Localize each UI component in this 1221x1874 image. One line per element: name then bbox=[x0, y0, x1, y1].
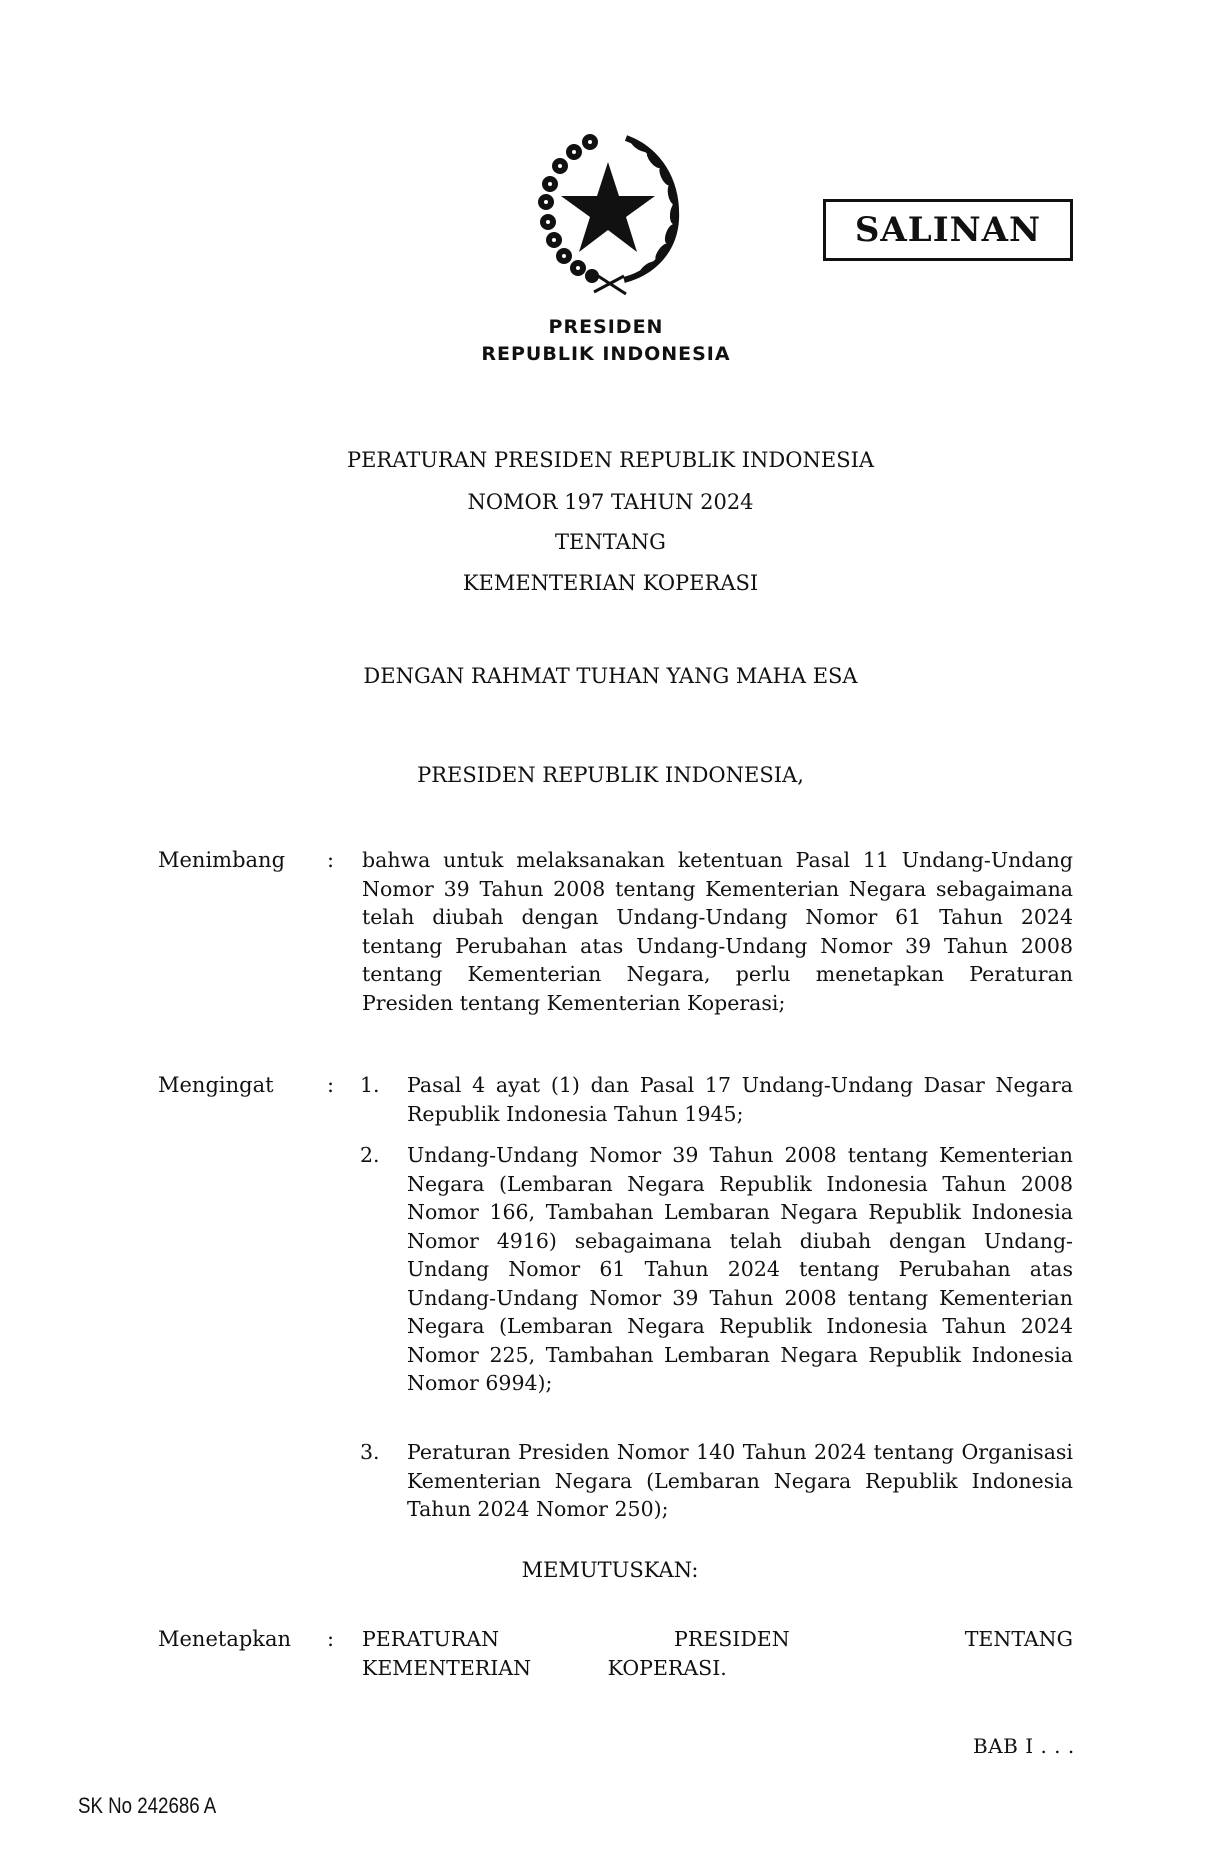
mengingat-item-2-number: 2. bbox=[360, 1143, 380, 1167]
menimbang-colon: : bbox=[327, 848, 335, 872]
presidential-emblem-icon bbox=[528, 130, 688, 298]
title-number: NOMOR 197 TAHUN 2024 bbox=[467, 490, 754, 514]
mengingat-item-3: Peraturan Presiden Nomor 140 Tahun 2024 tentang Organisasi Kementerian Negara (Lembaran Negara Republik Indonesia Tahun 2024 Nomor 250); bbox=[407, 1440, 1073, 1521]
mengingat-item-1: Pasal 4 ayat (1) dan Pasal 17 Undang-Undang Dasar Negara Republik Indonesia Tahun 1945; bbox=[407, 1073, 1073, 1126]
title-subject: KEMENTERIAN KOPERASI bbox=[462, 571, 759, 595]
menetapkan-label: Menetapkan bbox=[158, 1627, 292, 1651]
serial-number: SK No 242686 A bbox=[78, 1793, 217, 1818]
menimbang-label: Menimbang bbox=[158, 848, 286, 872]
mengingat-item-2: Undang-Undang Nomor 39 Tahun 2008 tentang Kementerian Negara (Lembaran Negara Republik Indonesia Tahun 2008 Nomor 166, Tambahan Lembaran Negara Republik Indonesia Nomor 4916) sebagaimana telah diubah dengan Undang-Undang Nomor 61 Tahun 2024 tentang Perubahan atas Undang-Undang Nomor 39 Tahun 2008 tentang Kementerian Negara (Lembaran Negara Republik Indonesia Tahun 2024 Nomor 225, Tambahan Lembaran Negara Republik Indonesia Nomor 6994); bbox=[407, 1143, 1073, 1395]
issuer: PRESIDEN REPUBLIK INDONESIA, bbox=[417, 763, 804, 787]
menetapkan-text: PERATURAN PRESIDEN TENTANG KEMENTERIAN KOPERASI. bbox=[362, 1627, 1073, 1680]
menimbang-text: bahwa untuk melaksanakan ketentuan Pasal 11 Undang-Undang Nomor 39 Tahun 2008 tentang Kementerian Negara sebagaimana telah diubah dengan Undang-Undang Nomor 61 Tahun 2024 tentang Perubahan atas Undang-Undang Nomor 39 Tahun 2008 tentang Kementerian Negara, perlu menetapkan Peraturan Presiden tentang Kementerian Koperasi; bbox=[362, 848, 1073, 1015]
mengingat-label: Mengingat bbox=[158, 1073, 274, 1097]
title-regulation: PERATURAN PRESIDEN REPUBLIK INDONESIA bbox=[346, 448, 875, 472]
menetapkan-colon: : bbox=[327, 1627, 335, 1651]
continuation-marker: BAB I . . . bbox=[973, 1734, 1075, 1758]
mengingat-item-3-number: 3. bbox=[360, 1440, 380, 1464]
title-about: TENTANG bbox=[555, 530, 666, 554]
memutuskan-heading: MEMUTUSKAN: bbox=[521, 1558, 699, 1582]
mengingat-colon: : bbox=[327, 1073, 335, 1097]
salinan-stamp: SALINAN bbox=[823, 199, 1073, 261]
invocation: DENGAN RAHMAT TUHAN YANG MAHA ESA bbox=[363, 664, 858, 688]
header-caption-president: PRESIDEN bbox=[548, 316, 664, 338]
header-caption-republic: REPUBLIK INDONESIA bbox=[481, 343, 731, 365]
mengingat-item-1-number: 1. bbox=[360, 1073, 380, 1097]
